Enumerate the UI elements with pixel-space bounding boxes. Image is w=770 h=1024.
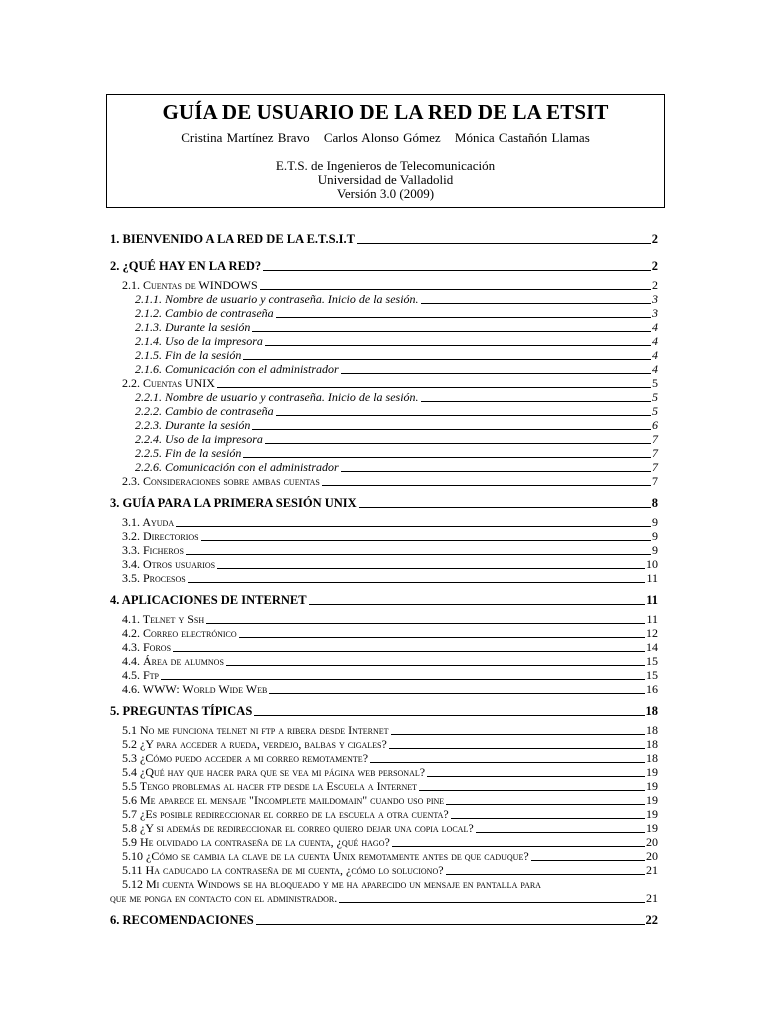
- toc-entry[interactable]: [110, 864, 658, 878]
- toc-entry-title: 2.2.4. Uso de la impresora: [135, 432, 263, 446]
- toc-entry-title: 5.6 Me aparece el mensaje "Incomplete maildomain" cuando uso pine: [122, 793, 445, 807]
- table-of-contents: [110, 230, 658, 933]
- toc-leader: [476, 832, 645, 833]
- toc-leader: [188, 582, 646, 583]
- toc-entry[interactable]: [110, 391, 658, 405]
- toc-leader: [392, 846, 645, 847]
- toc-leader: [173, 651, 645, 652]
- toc-entry-title: 2.1.2. Cambio de contraseña: [135, 306, 274, 320]
- toc-entry-title: 3.5. Procesos: [122, 571, 186, 585]
- toc-page-number: 20: [646, 835, 658, 849]
- toc-entry-title: 5.7 ¿Es posible redireccionar el correo de la escuela a otra cuenta?: [122, 807, 449, 821]
- toc-entry-title: 2. ¿QUÉ HAY EN LA RED?: [110, 259, 262, 273]
- toc-entry[interactable]: [110, 461, 658, 475]
- toc-page-number: 4: [652, 348, 658, 362]
- toc-page-number: 18: [646, 723, 658, 737]
- toc-leader: [239, 637, 645, 638]
- institution: E.T.S. de Ingenieros de Telecomunicación: [275, 158, 496, 173]
- toc-page-number: 7: [652, 460, 658, 474]
- toc-page-number: 19: [646, 779, 658, 793]
- toc-leader: [341, 373, 651, 374]
- toc-entry-title: 2.1.3. Durante la sesión: [135, 320, 251, 334]
- toc-page-number: 3: [652, 306, 658, 320]
- toc-entry-title: 5.3 ¿Cómo puedo acceder a mi correo remotamente?: [122, 751, 369, 765]
- toc-entry-title: 3.4. Otros usuarios: [122, 557, 216, 571]
- toc-leader: [446, 874, 645, 875]
- toc-entry-title: 2.2. Cuentas UNIX: [122, 376, 215, 390]
- toc-entry[interactable]: [110, 669, 658, 683]
- toc-entry[interactable]: [110, 683, 658, 697]
- toc-leader: [389, 748, 645, 749]
- document-title: GUÍA DE USUARIO DE LA RED DE LA ETSIT: [162, 100, 609, 124]
- spacer: [110, 928, 658, 933]
- toc-page-number: 2: [651, 232, 658, 246]
- toc-entry[interactable]: [110, 766, 658, 780]
- toc-page-number: 22: [645, 913, 658, 927]
- toc-entry[interactable]: [110, 377, 658, 391]
- toc-entry[interactable]: [110, 307, 658, 321]
- toc-leader: [206, 623, 645, 624]
- toc-entry-title: 5. PREGUNTAS TÍPICAS: [110, 704, 253, 718]
- toc-entry-title: 1. BIENVENIDO A LA RED DE LA E.T.S.I.T: [110, 232, 355, 246]
- toc-entry-title: 3. GUÍA PARA LA PRIMERA SESIÓN UNIX: [110, 496, 357, 510]
- toc-entry-title: 3.1. Ayuda: [122, 515, 175, 529]
- toc-page-number: 15: [646, 654, 658, 668]
- toc-entry[interactable]: [110, 911, 658, 928]
- toc-leader: [269, 693, 645, 694]
- toc-entry[interactable]: [110, 655, 658, 669]
- toc-page-number: 19: [646, 807, 658, 821]
- toc-entry[interactable]: [110, 738, 658, 752]
- toc-leader: [451, 818, 645, 819]
- toc-entry-title: 5.8 ¿Y si además de redireccionar el correo quiero dejar una copia local?: [122, 821, 474, 835]
- toc-page-number: 9: [652, 529, 658, 543]
- toc-page-number: 9: [652, 515, 658, 529]
- toc-leader: [421, 303, 651, 304]
- toc-entry-title: 5.12 Mi cuenta Windows se ha bloqueado y me ha aparecido un mensaje en pantalla para: [122, 877, 541, 891]
- toc-entry[interactable]: [110, 257, 658, 274]
- toc-page-number: 11: [646, 593, 658, 607]
- toc-page-number: 19: [646, 765, 658, 779]
- toc-leader: [217, 568, 645, 569]
- toc-leader: [359, 507, 651, 508]
- toc-page-number: 21: [646, 891, 658, 905]
- toc-entry[interactable]: [110, 293, 658, 307]
- toc-entry[interactable]: [110, 349, 658, 363]
- author-3: Mónica Castañón Llamas: [454, 130, 590, 145]
- toc-entry-title: 4.4. Área de alumnos: [122, 654, 224, 668]
- toc-entry-title: 4.2. Correo electrónico: [122, 626, 237, 640]
- toc-leader: [357, 243, 651, 244]
- toc-entry-title: 5.11 Ha caducado la contraseña de mi cuenta, ¿cómo lo soluciono?: [122, 863, 444, 877]
- author-2: Carlos Alonso Gómez: [323, 130, 441, 145]
- toc-page-number: 2: [652, 278, 658, 292]
- toc-entry[interactable]: [110, 892, 658, 906]
- toc-entry-title: 5.2 ¿Y para acceder a rueda, verdejo, balbas y cigales?: [122, 737, 387, 751]
- toc-entry[interactable]: [110, 752, 658, 766]
- toc-entry[interactable]: [110, 822, 658, 836]
- toc-entry[interactable]: [110, 850, 658, 864]
- author-1: Cristina Martínez Bravo: [181, 130, 310, 145]
- toc-entry-title: 2.2.5. Fin de la sesión: [135, 446, 242, 460]
- toc-page-number: 4: [652, 320, 658, 334]
- toc-entry-title: 5.4 ¿Qué hay que hacer para que se vea mi página web personal?: [122, 765, 426, 779]
- toc-leader: [391, 734, 645, 735]
- toc-page-number: 7: [652, 474, 658, 488]
- toc-entry[interactable]: [110, 572, 658, 586]
- toc-page-number: 18: [646, 751, 658, 765]
- toc-page-number: 11: [646, 612, 658, 626]
- toc-entry[interactable]: [110, 433, 658, 447]
- toc-leader: [419, 790, 645, 791]
- toc-page-number: 3: [652, 292, 658, 306]
- toc-entry[interactable]: [110, 321, 658, 335]
- toc-entry[interactable]: [110, 405, 658, 419]
- toc-entry-title: 2.2.2. Cambio de contraseña: [135, 404, 274, 418]
- toc-leader: [243, 359, 651, 360]
- toc-leader: [243, 457, 651, 458]
- toc-page-number: 9: [652, 543, 658, 557]
- toc-entry[interactable]: [110, 530, 658, 544]
- toc-entry-title: 5.9 He olvidado la contraseña de la cuenta, ¿qué hago?: [122, 835, 390, 849]
- toc-entry-title: 5.10 ¿Cómo se cambia la clave de la cuenta Unix remotamente antes de que caduque?: [122, 849, 529, 863]
- title-box: [106, 94, 665, 208]
- version: Versión 3.0 (2009): [336, 186, 435, 201]
- toc-leader: [322, 485, 651, 486]
- toc-entry-title: 3.2. Directorios: [122, 529, 199, 543]
- toc-entry[interactable]: [110, 419, 658, 433]
- toc-entry-title: 2.1.5. Fin de la sesión: [135, 348, 242, 362]
- toc-entry[interactable]: [110, 544, 658, 558]
- toc-entry[interactable]: [110, 808, 658, 822]
- toc-leader: [226, 665, 645, 666]
- authors: [107, 130, 664, 146]
- toc-leader: [161, 679, 645, 680]
- institution-block: [107, 159, 664, 201]
- toc-page-number: 7: [652, 432, 658, 446]
- toc-entry[interactable]: [110, 558, 658, 572]
- toc-leader: [186, 554, 651, 555]
- toc-entry[interactable]: [110, 641, 658, 655]
- toc-leader: [341, 471, 651, 472]
- toc-leader: [531, 860, 645, 861]
- toc-entry-title: 2.1.1. Nombre de usuario y contraseña. Inicio de la sesión.: [135, 292, 419, 306]
- toc-entry-title: 2.1.6. Comunicación con el administrador: [135, 362, 339, 376]
- toc-entry[interactable]: [110, 279, 658, 293]
- toc-leader: [217, 387, 651, 388]
- toc-leader: [263, 270, 651, 271]
- toc-entry[interactable]: [110, 613, 658, 627]
- toc-entry-title: 4.5. Ftp: [122, 668, 160, 682]
- toc-entry-title: 4.6. WWW: World Wide Web: [122, 682, 268, 696]
- toc-page-number: 4: [652, 362, 658, 376]
- toc-page-number: 18: [646, 737, 658, 751]
- toc-entry[interactable]: [110, 335, 658, 349]
- toc-page-number: 4: [652, 334, 658, 348]
- toc-page-number: 5: [652, 390, 658, 404]
- toc-entry[interactable]: [110, 780, 658, 794]
- toc-entry[interactable]: [110, 475, 658, 489]
- toc-entry-title: 2.2.3. Durante la sesión: [135, 418, 251, 432]
- toc-leader: [176, 526, 651, 527]
- toc-entry[interactable]: [110, 494, 658, 511]
- toc-entry-title: 2.2.6. Comunicación con el administrador: [135, 460, 339, 474]
- toc-entry[interactable]: [110, 363, 658, 377]
- toc-entry-title: 4.3. Foros: [122, 640, 172, 654]
- toc-entry[interactable]: [110, 836, 658, 850]
- toc-leader: [252, 331, 651, 332]
- toc-entry-title: 4.1. Telnet y Ssh: [122, 612, 205, 626]
- toc-page-number: 2: [651, 259, 658, 273]
- toc-page-number: 5: [652, 376, 658, 390]
- toc-page-number: 20: [646, 849, 658, 863]
- toc-entry-title: 3.3. Ficheros: [122, 543, 184, 557]
- toc-leader: [254, 715, 644, 716]
- university: Universidad de Valladolid: [317, 172, 454, 187]
- toc-entry-title: 6. RECOMENDACIONES: [110, 913, 254, 927]
- toc-page-number: 7: [652, 446, 658, 460]
- toc-page-number: 21: [646, 863, 658, 877]
- toc-page-number: 11: [646, 571, 658, 585]
- toc-entry-title: 4. APLICACIONES DE INTERNET: [110, 593, 307, 607]
- toc-page-number: 14: [646, 640, 658, 654]
- toc-leader: [339, 902, 645, 903]
- toc-entry[interactable]: [110, 702, 658, 719]
- toc-page-number: 6: [652, 418, 658, 432]
- toc-entry[interactable]: [110, 591, 658, 608]
- toc-page-number: 5: [652, 404, 658, 418]
- toc-leader: [256, 924, 645, 925]
- toc-page-number: 12: [646, 626, 658, 640]
- toc-entry-title: 2.3. Consideraciones sobre ambas cuentas: [122, 474, 320, 488]
- toc-leader: [265, 345, 651, 346]
- toc-leader: [276, 317, 651, 318]
- toc-leader: [309, 604, 646, 605]
- toc-entry[interactable]: [110, 878, 658, 892]
- toc-leader: [276, 415, 651, 416]
- toc-entry[interactable]: [110, 447, 658, 461]
- toc-leader: [421, 401, 651, 402]
- toc-leader: [201, 540, 651, 541]
- toc-page-number: 19: [646, 793, 658, 807]
- toc-entry[interactable]: [110, 794, 658, 808]
- toc-page-number: 8: [651, 496, 658, 510]
- toc-page-number: 16: [646, 682, 658, 696]
- toc-entry[interactable]: [110, 627, 658, 641]
- toc-leader: [252, 429, 651, 430]
- toc-entry-title: que me ponga en contacto con el administrador.: [110, 891, 338, 905]
- toc-leader: [260, 289, 651, 290]
- toc-entry[interactable]: [110, 230, 658, 247]
- toc-page-number: 18: [645, 704, 658, 718]
- toc-entry[interactable]: [110, 516, 658, 530]
- toc-entry[interactable]: [110, 724, 658, 738]
- toc-leader: [446, 804, 645, 805]
- toc-entry-title: 5.1 No me funciona telnet ni ftp a ribera desde Internet: [122, 723, 389, 737]
- toc-entry-title: 2.1.4. Uso de la impresora: [135, 334, 263, 348]
- toc-leader: [265, 443, 651, 444]
- toc-page-number: 19: [646, 821, 658, 835]
- toc-entry-title: 2.2.1. Nombre de usuario y contraseña. Inicio de la sesión.: [135, 390, 419, 404]
- toc-entry-title: 5.5 Tengo problemas al hacer ftp desde la Escuela a Internet: [122, 779, 418, 793]
- toc-page-number: 10: [646, 557, 658, 571]
- toc-page-number: 15: [646, 668, 658, 682]
- toc-leader: [427, 776, 645, 777]
- toc-entry-title: 2.1. Cuentas de WINDOWS: [122, 278, 258, 292]
- toc-leader: [370, 762, 645, 763]
